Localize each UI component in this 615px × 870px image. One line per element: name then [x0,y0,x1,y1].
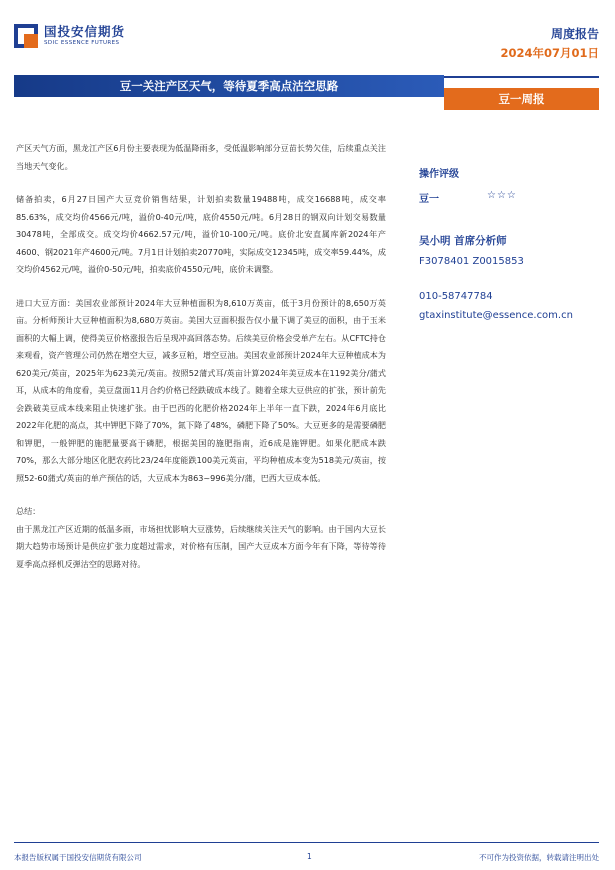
report-type: 周度报告 [550,27,599,41]
report-date: 2024年07月01日 [500,46,599,60]
logo-name-en: SDIC ESSENCE FUTURES [44,40,120,46]
page-number: 1 [307,852,312,861]
rating-stars: ☆☆☆ [487,190,517,201]
summary-heading: 总结： [16,506,41,516]
footer-disclaimer: 不可作为投资依据，转载请注明出处 [479,853,599,862]
paragraph-weather: 产区天气方面，黑龙江产区6月份主要表现为低温降雨多，受低温影响部分豆苗长势欠佳，后续重点关注当地天气变化。 [16,143,386,171]
rating-label: 操作评级 [419,169,459,180]
logo-name-cn: 国投安信期货 [44,24,126,39]
report-tag: 豆一周报 [444,88,599,110]
logo-icon [14,24,38,48]
rating-product: 豆一 [419,194,439,205]
analyst-email[interactable]: gtaxinstitute@essence.com.cn [419,310,573,321]
analyst-name: 吴小明 首席分析师 [419,235,507,247]
report-title: 豆一关注产区天气，等待夏季高点沽空思路 [14,75,444,97]
paragraph-summary: 由于黑龙江产区近期的低温多雨，市场担忧影响大豆涨势，后续继续关注天气的影响。由于国内大豆长期大趋势市场预计是供应扩张力度超过需求，对价格有压制，国产大豆成本方面今年有下降，等待等待夏季高点择机反弹沽空的思路对待。 [16,523,386,569]
analyst-cert: F3078401 Z0015853 [419,256,524,267]
paragraph-auction: 储备拍卖，6月27日国产大豆竞价销售结果，计划拍卖数量19488吨，成交16688吨，成交率85.63%，成交均价4566元/吨，溢价0-40元/吨，底价4550元/吨。6月28日的钢双向计划交易数量30478吨，全部成交。成交均价4662.57元/吨，溢价10-100元/吨。底价北安直属库新2024年产4600、钢2021年产4600元/吨。7月1日计划拍卖20770吨，实际成交12345吨，成交率59.44%，成交均价4562元/吨，溢价0-50元/吨，拍卖底价4550元/吨，底价未调整。 [16,194,386,274]
rating-row [419,190,609,205]
paragraph-import: 进口大豆方面：美国农业部预计2024年大豆种植面积为8,610万英亩，低于3月份预计的8,650万英亩。分析师预计大豆种植面积为8,680万英亩。美国大豆面积报告仅小量下调了美豆的面积，由于玉米面积的大幅上调，使得美豆价格涨报告后呈现冲高回落态势。后续美豆价格会受单产左右。从CFTC持仓来观看，资产管理公司仍然在增空大豆，减多豆粕，增空豆油。美国农业部预计2024年大豆种植成本为620美元/英亩，2025年为623美元/英亩。按照52蒲式耳/英亩计算2024年美豆成本在1192美分/蒲式耳，从成本的角度看，美豆盘面11月合约价格已经跌破成本线了。随着全球大豆供应的扩张，预计前先会跌破美豆成本线来阻止快速扩张。由于巴西的化肥价格2024年上半年一直下跌，2024年6月底比2022年化肥的高点，其中钾肥下降了70%，氮下降了48%，磷肥下降了50%。大豆更多的是需要磷肥和钾肥，一般钾肥的施肥量要高于磷肥，根据美国的施肥指南，近6成是施钾肥。如果化肥成本跌70%，那么大部分地区化肥农药比23/24年度能跌100美元英亩，平均种植成本变为518美元/英亩，按照52-60蒲式/英亩的单产预估的话，大豆成本为863~996美分/蒲，巴西大豆成本低。 [16,297,386,483]
footer-rule [14,842,599,843]
report-body [16,140,386,573]
analyst-phone: 010-58747784 [419,291,493,302]
footer-copyright: 本报告版权属于国投安信期货有限公司 [14,853,142,862]
header-rule [444,76,599,78]
sidebar [419,165,609,321]
company-logo [14,24,125,48]
